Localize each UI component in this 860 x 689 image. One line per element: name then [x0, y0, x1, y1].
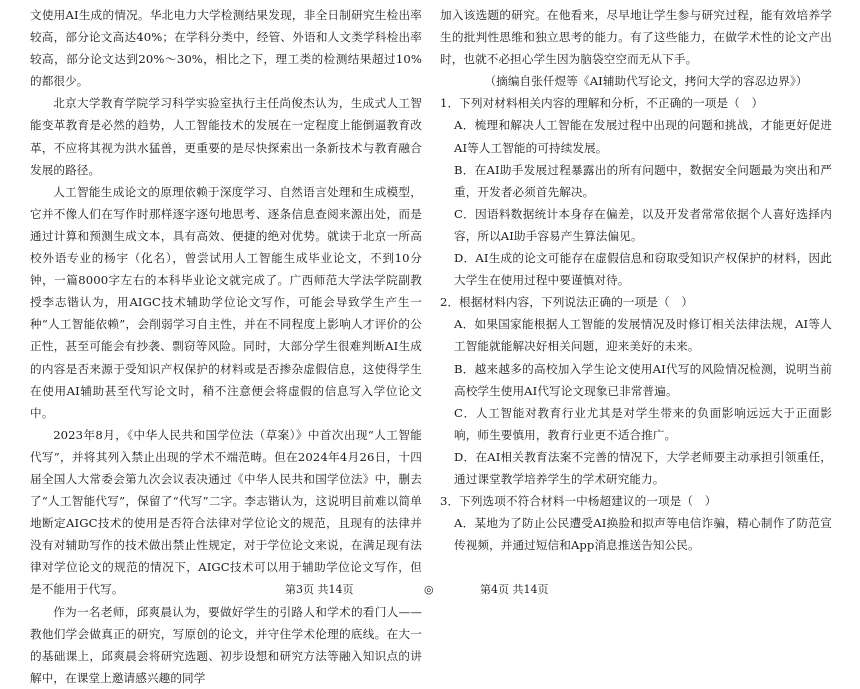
question-1-option-c: C．因语料数据统计本身存在偏差，以及开发者常常依据个人喜好选择内容，所以AI助手容易产生算法偏见。	[454, 206, 832, 243]
paragraph: 作为一名老师，邱爽晨认为，要做好学生的引路人和学术的看门人——教他们学会做真正的研究，写原创的论文，并守住学术伦理的底线。在大一的基础课上，邱爽晨会将研究选题、初步设想和研究方法等融入知识点的讲解中，在课堂上邀请感兴趣的同学	[30, 604, 422, 685]
paragraph: 人工智能生成论文的原理依赖于深度学习、自然语言处理和生成模型，它并不像人们在写作时那样逐字逐句地思考、逐条信息查阅来源出处，而是通过计算和预测生成文本，具有高效、便捷的绝对优势。就读于北京一所高校外语专业的杨宇（化名），曾尝试用人工智能生成毕业论文，不到10分钟，一篇8000字左右的本科毕业论文就完成了。广西师范大学法学院副教授李志锴认为，用AIGC技术辅助学位论文写作，可能会导致学生产生一种“人工智能依赖”，会削弱学习自主性，并在不同程度上影响人才评价的公正性，甚至可能会有抄袭、剽窃等风险。同时，大部分学生很难判断AI生成的内容是否来源于受知识产权保护的材料或是否掺杂虚假信息，这使得学生在使用AI辅助甚至代写论文时，稍不注意便会将虚假的信息写入学位论文中。	[30, 184, 422, 420]
question-1: 1．下列对材料相关内容的理解和分析，不正确的一项是（ ）	[440, 96, 764, 111]
paragraph: 加入该选题的研究。在他看来，尽早地让学生参与研究过程，能有效培养学生的批判性思维和独立思考的能力。有了这些能力，在做学术性的论文产出时，也就不必担心学生因为脑袋空空而无从下手。	[440, 8, 832, 67]
paragraph: 2023年8月，《中华人民共和国学位法（草案）》中首次出现“人工智能代写”，并将其列入禁止出现的学术不端范畴。但在2024年4月26日，十四届全国人大常委会第九次会议表决通过《中华人民共和国学位法》中，删去了“人工智能代写”，保留了“代写”二字。李志锴认为，这说明目前难以简单地断定AIGC技术的使用是否符合法律对学位论文的规范，且现有的法律并没有对辅助写作的技术做出禁止性规定，对于学位论文来说，在满足现有法律对学位论文的规范的情况下，AIGC技术可以用于辅助学位论文写作，但是不能用于代写。	[30, 427, 422, 597]
question-3: 3．下列选项不符合材料一中杨超建议的一项是（ ）	[440, 494, 717, 509]
question-2: 2．根据材料内容，下列说法正确的一项是（ ）	[440, 295, 694, 310]
page-footer	[0, 580, 860, 600]
question-2-option-a: A．如果国家能根据人工智能的发展情况及时修订相关法律法规，AI等人工智能就能解决好相关问题，迎来美好的未来。	[454, 317, 832, 354]
question-2-option-b: B．越来越多的高校加入学生论文使用AI代写的风险情况检测，说明当前高校学生使用AI代写论文现象已非常普遍。	[454, 361, 832, 398]
question-2-option-d: D．在AI相关教育法案不完善的情况下，大学老师要主动承担引领重任，通过课堂教学培养学生的学术研究能力。	[454, 449, 832, 486]
question-1-option-b: B．在AI助手发展过程暴露出的所有问题中，数据安全问题最为突出和严重，开发者必须首先解决。	[454, 162, 832, 199]
paragraph: 北京大学教育学院学习科学实验室执行主任尚俊杰认为，生成式人工智能变革教育是必然的趋势，人工智能技术的发展在一定程度上能倒逼教育改革，不应将其视为洪水猛兽，更重要的是尽快探索出一条新技术与教育融合发展的路径。	[30, 96, 422, 177]
question-1-option-d: D．AI生成的论文可能存在虚假信息和窃取受知识产权保护的材料，因此大学生在使用过程中要谨慎对待。	[454, 251, 832, 288]
right-page-number: 第4页 共14页	[480, 583, 549, 596]
question-1-option-a: A．梳理和解决人工智能在发展过程中出现的问题和挑战，才能更好促进AI等人工智能的可持续发展。	[454, 118, 832, 155]
right-page-column	[440, 4, 832, 556]
source-citation: （摘编自张仟煜等《AI辅助代写论文，拷问大学的容忍边界》）	[484, 74, 808, 89]
center-mark: ◎	[424, 583, 434, 596]
paragraph: 文使用AI生成的情况。华北电力大学检测结果发现，非全日制研究生检出率较高，部分论文高达40%；在学科分类中，经管、外语和人文类学科检出率较高，部分论文达到20%～30%，相比之下，理工类的检测结果超过10%的都很少。	[30, 8, 422, 89]
left-page-number: 第3页 共14页	[285, 583, 354, 596]
question-2-option-c: C．人工智能对教育行业尤其是对学生带来的负面影响远远大于正面影响，师生要慎用，教育行业更不适合推广。	[454, 405, 832, 442]
question-3-option-a: A．某地为了防止公民遭受AI换脸和拟声等电信诈骗，精心制作了防范宣传视频，并通过短信和App消息推送告知公民。	[454, 516, 832, 553]
